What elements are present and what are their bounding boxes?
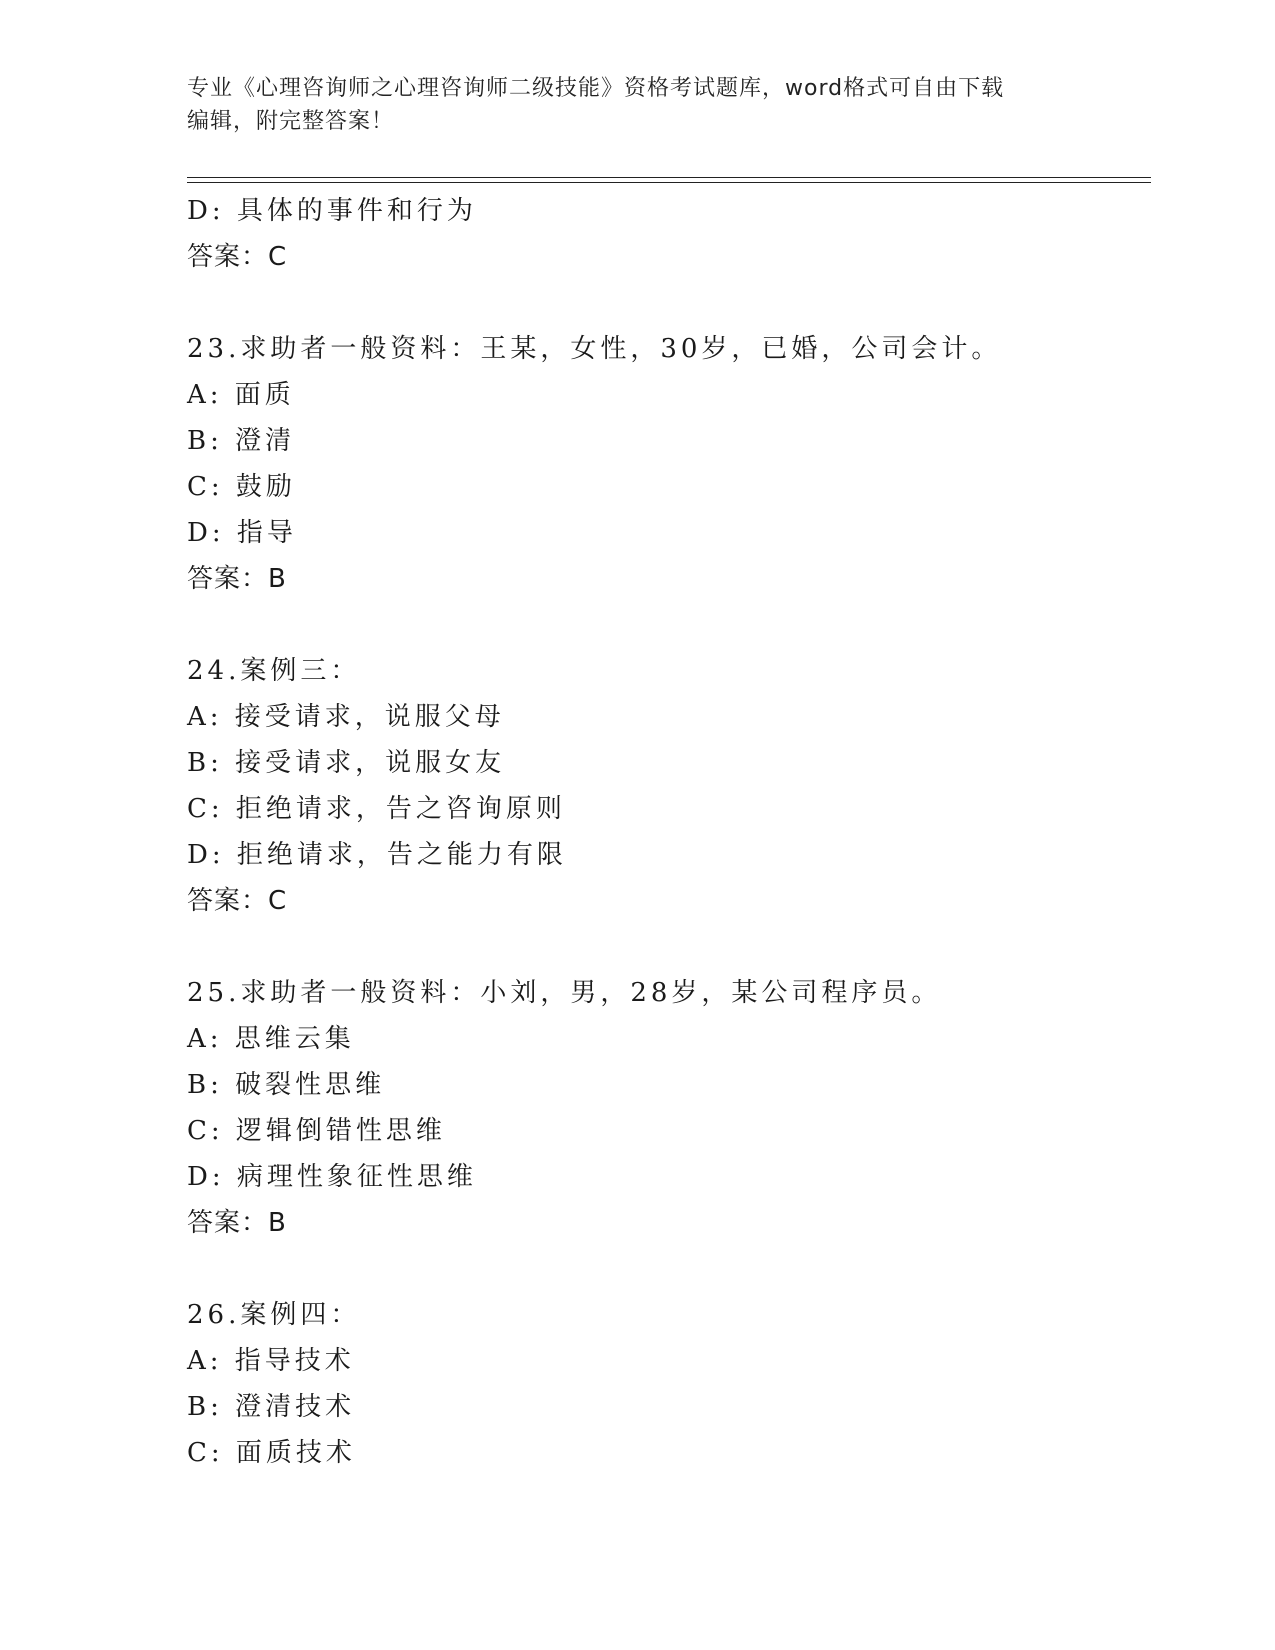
- answer: 答案：C: [187, 886, 288, 916]
- document-body: [187, 188, 1147, 1476]
- spacer: [187, 1246, 1147, 1292]
- option-d: D: 拒绝请求，告之能力有限: [187, 840, 567, 870]
- header-rule-top: [187, 177, 1151, 178]
- answer: 答案：B: [187, 564, 287, 594]
- option-a: A: 指导技术: [187, 1346, 355, 1376]
- spacer: [187, 280, 1147, 326]
- option-c: C: 面质技术: [187, 1438, 356, 1468]
- question-stem: 24.案例三：: [187, 656, 361, 686]
- option-d: D: 指导: [187, 518, 297, 548]
- spacer: [187, 602, 1147, 648]
- option-a: A: 接受请求，说服父母: [187, 702, 505, 732]
- option-d: D: 病理性象征性思维: [187, 1162, 477, 1192]
- answer: 答案：B: [187, 1208, 287, 1238]
- option-b: B: 澄清: [187, 426, 296, 456]
- option-a: A: 思维云集: [187, 1024, 355, 1054]
- question-stem: 26.案例四：: [187, 1300, 361, 1330]
- option-c: C: 拒绝请求，告之咨询原则: [187, 794, 566, 824]
- question-stem: 25.求助者一般资料：小刘，男，28岁，某公司程序员。: [187, 978, 942, 1008]
- option-a: A: 面质: [187, 380, 295, 410]
- option-b: B: 破裂性思维: [187, 1070, 386, 1100]
- prev-option-d: D: 具体的事件和行为: [187, 196, 477, 226]
- option-b: B: 澄清技术: [187, 1392, 356, 1422]
- question-stem: 23.求助者一般资料：王某，女性，30岁，已婚，公司会计。: [187, 334, 1002, 364]
- spacer: [187, 924, 1147, 970]
- document-header: [187, 72, 1067, 138]
- option-c: C: 逻辑倒错性思维: [187, 1116, 446, 1146]
- prev-answer: 答案：C: [187, 242, 288, 272]
- header-rule-bottom: [187, 182, 1151, 183]
- option-b: B: 接受请求，说服女友: [187, 748, 506, 778]
- option-c: C: 鼓励: [187, 472, 296, 502]
- header-line-1: 专业《心理咨询师之心理咨询师二级技能》资格考试题库，word格式可自由下载: [187, 76, 1005, 101]
- header-line-2: 编辑，附完整答案！: [187, 109, 395, 134]
